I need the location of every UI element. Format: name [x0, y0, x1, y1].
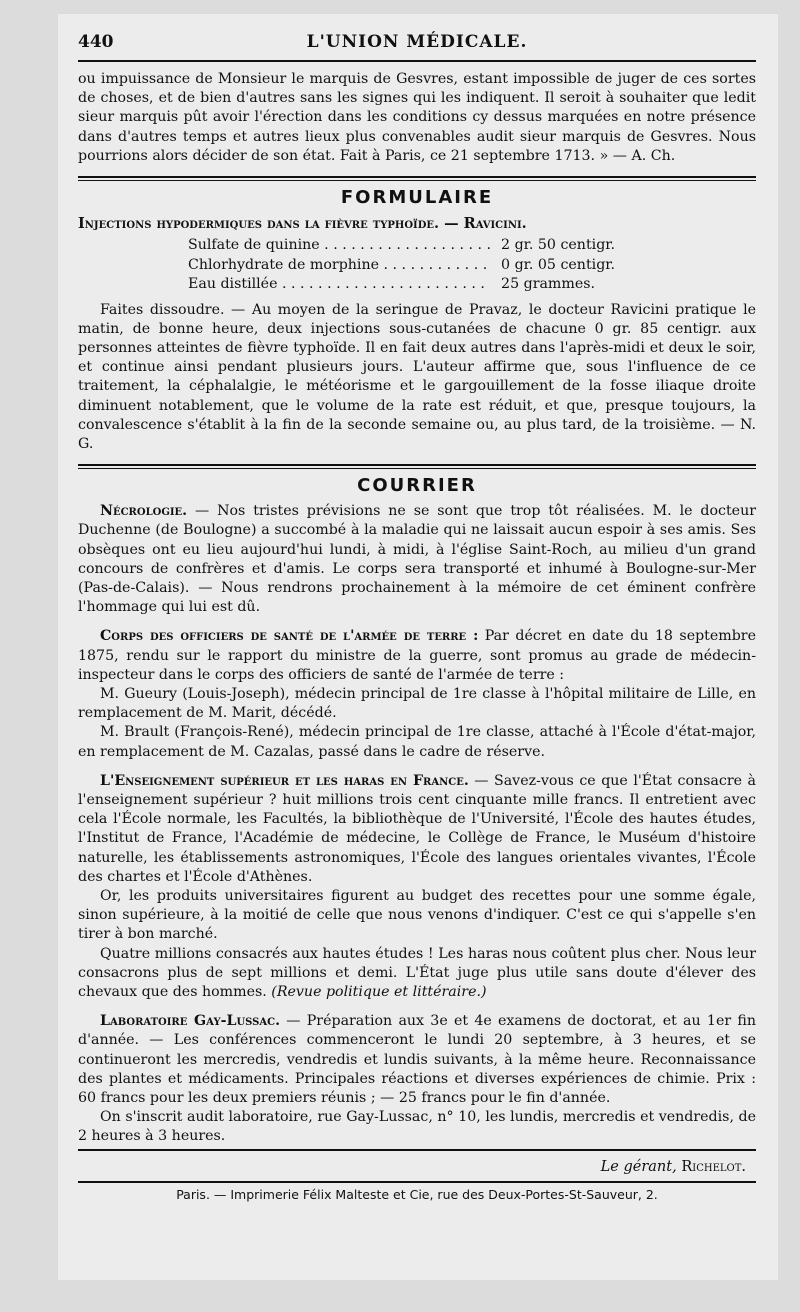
corps-paragraph — [78, 627, 756, 685]
laboratoire-label: Laboratoire Gay-Lussac. — [100, 1013, 281, 1030]
courrier-heading: COURRIER — [357, 475, 477, 497]
formula-title: Injections hypodermiques dans la fièvre typhoïde. — Ravicini. — [78, 215, 527, 233]
formula-item — [188, 256, 688, 276]
section-divider — [78, 464, 756, 469]
intro-paragraph: ou impuissance de Monsieur le marquis de Gesvres, estant impossible de juger de ces sortes de choses, et de bien d'autres sans les signes qui les indiquent. Il seroit à souhaiter que ledit sieur marquis pût avoir l'érection dans les conditions cy dessus marquées en notre présence dans d'autres temps et autres lieux plus convenables audit sieur marquis de Gesvres. Nous pourrions alors décider de son état. Fait à Paris, ce 21 septembre 1713. » — A. Ch. — [78, 71, 756, 164]
signature-name: Richelot. — [681, 1158, 746, 1175]
haras-source: (Revue politique et littéraire.) — [271, 984, 487, 1001]
header-rule — [78, 60, 756, 62]
imprint: Paris. — Imprimerie Félix Malteste et Cie, rue des Deux-Portes-St-Sauveur, 2. — [176, 1186, 658, 1202]
imprint-rule — [78, 1181, 756, 1183]
enseignement-label: L'Enseignement supérieur et les haras en France. — [100, 772, 469, 789]
page-number: 440 — [78, 32, 114, 52]
signature-role: Le gérant, — [600, 1158, 677, 1175]
formula-item-name: Chlorhydrate de morphine . . . — [188, 256, 493, 276]
necrologie-text: — Nos tristes prévisions ne se sont que trop tôt réalisées. M. le docteur Duchenne (de Boulogne) a succombé à la maladie qui ne laissait aucun espoir à ses amis. Ses obsèques ont eu lieu aujourd'hui lundi, à midi, à l'église Saint-Roch, au milieu d'un grand concours de confrères et d'amis. Le corps sera transporté et inhumé à Boulogne-sur-Mer (Pas-de-Calais). — Nous rendrons prochainement à la mémoire de cet éminent confrère l'hommage qui lui est dû. — [78, 503, 756, 616]
formula-item-qty: 2 gr. 50 centigr. — [501, 237, 616, 254]
footer-rule — [78, 1149, 756, 1151]
laboratoire-text: — Préparation aux 3e et 4e examens de doctorat, et au 1er fin d'année. — Les conférences commenceront le lundi 20 septembre, à 3 heures, et se continueront les mercredis, vendredis et lundis suivants, à la même heure. Reconnaissance des plantes et médicaments. Principales réactions et diverses expériences de chimie. Prix : 60 francs pour les deux premiers réunis ; — 25 francs pour le fin d'année. — [78, 1013, 756, 1107]
corps-label: Corps des officiers de santé de l'armée de terre : — [100, 628, 479, 645]
formula-list — [78, 236, 756, 295]
haras-paragraph — [78, 945, 756, 1003]
running-head — [78, 28, 756, 58]
enseignement-text: — Savez-vous ce que l'État consacre à l'enseignement supérieur ? huit millions trois cent cinquante mille francs. Il entretient avec cela l'École normale, les Facultés, la bibliothèque de l'Université, l'École des hautes études, l'Institut de France, l'Académie de médecine, le Collège de France, le Muséum d'histoire naturelle, les établissements astronomiques, l'École des langues orientales vivantes, l'École des chartes et l'École d'Athènes. — [78, 772, 756, 885]
brault-paragraph: M. Brault (François-René), médecin principal de 1re classe, attaché à l'École d'état-major, en remplacement de M. Cazalas, passé dans le cadre de réserve. — [78, 724, 756, 760]
formula-item-name: Eau distillée . . . — [188, 275, 493, 295]
inscription-paragraph: On s'inscrit audit laboratoire, rue Gay-Lussac, n° 10, les lundis, mercredis et vendredis, de 2 heures à 3 heures. — [78, 1109, 756, 1145]
section-divider — [78, 176, 756, 181]
formulaire-heading: FORMULAIRE — [340, 187, 494, 209]
enseignement-paragraph — [78, 772, 756, 887]
budget-paragraph: Or, les produits universitaires figurent au budget des recettes pour une somme égale, sinon supérieure, à la moitié de celle que nous venons d'indiquer. C'est ce qui s'appelle s'en tirer à bon marché. — [78, 888, 756, 943]
formula-item-qty: 0 gr. 05 centigr. — [501, 256, 616, 273]
necrologie-label: Nécrologie. — [100, 503, 188, 520]
haras-text: Quatre millions consacrés aux hautes études ! Les haras nous coûtent plus cher. Nous leur consacrons plus de sept millions et demi. L'État juge plus utile sans doute d'élever des chevaux que des hommes. — [78, 945, 756, 1001]
journal-page — [58, 14, 778, 1280]
formula-item-name: Sulfate de quinine . . . — [188, 236, 493, 256]
signature — [78, 1159, 746, 1175]
corps-text: Par décret en date du 18 septembre 1875, rendu sur le rapport du ministre de la guerre, sont promus au grade de médecin-inspecteur dans le corps des officiers de santé de l'armée de terre : — [78, 628, 756, 683]
formula-item-qty: 25 grammes. — [501, 276, 596, 293]
journal-title: L'UNION MÉDICALE. — [306, 32, 528, 52]
laboratoire-paragraph — [78, 1012, 756, 1108]
formula-item — [188, 236, 688, 256]
gueury-paragraph: M. Gueury (Louis-Joseph), médecin principal de 1re classe à l'hôpital militaire de Lille, en remplacement de M. Marit, décédé. — [78, 685, 756, 722]
necrologie-paragraph — [78, 502, 756, 617]
formulaire-body: Faites dissoudre. — Au moyen de la seringue de Pravaz, le docteur Ravicini pratique le matin, de bonne heure, deux injections sous-cutanées de chacune 0 gr. 85 centigr. aux personnes atteintes de fièvre typhoïde. Il en fait deux autres dans l'après-midi et deux le soir, et continue ainsi pendant plusieurs jours. L'auteur affirme que, sous l'influence de ce traitement, la céphalalgie, le météorisme et le gargouillement de la fosse iliaque droite diminuent notablement, que le volume de la rate est réduit, et que, presque toujours, la convalescence s'établit à la fin de la seconde semaine ou, au plus tard, de la troisième. — N. G. — [78, 301, 756, 452]
formula-item — [188, 275, 688, 295]
